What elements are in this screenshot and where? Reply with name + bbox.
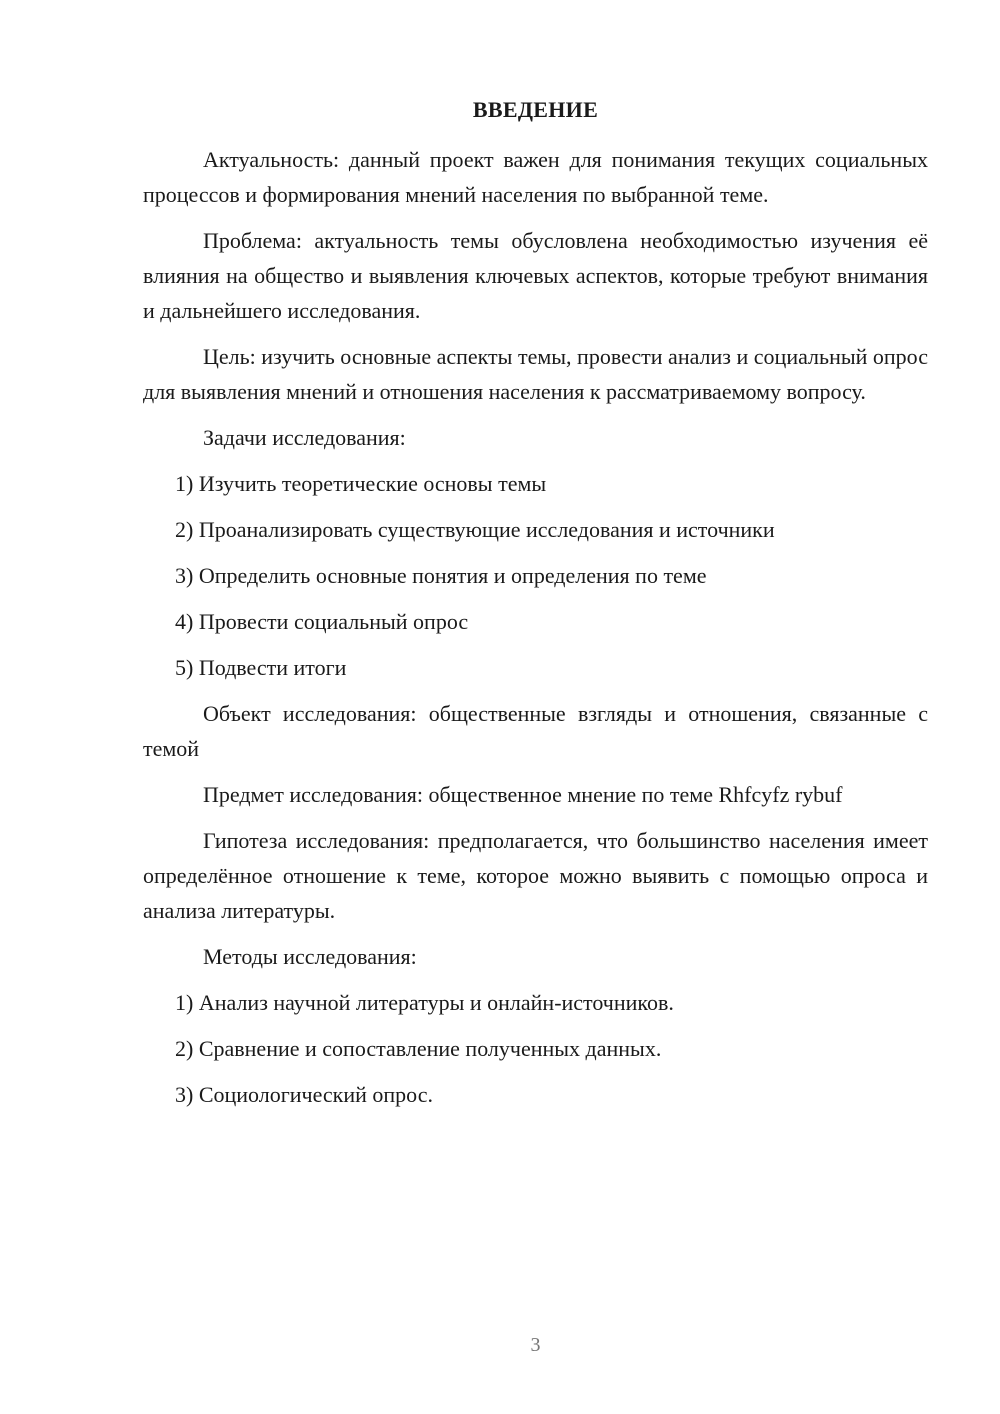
section-heading: ВВЕДЕНИЕ bbox=[472, 97, 599, 122]
document-body bbox=[143, 142, 928, 1123]
methods-title: Методы исследования: bbox=[203, 944, 417, 969]
page-number: 3 bbox=[530, 1334, 541, 1356]
method-item-1: 1) Анализ научной литературы и онлайн-источников. bbox=[175, 990, 674, 1015]
goal-paragraph: Цель: изучить основные аспекты темы, провести анализ и социальный опрос для выявления мнений и отношения населения к рассматриваемому вопросу. bbox=[143, 344, 928, 404]
task-item-2: 2) Проанализировать существующие исследования и источники bbox=[175, 517, 775, 542]
hypothesis-paragraph: Гипотеза исследования: предполагается, что большинство населения имеет определённое отношение к теме, которое можно выявить с помощью опроса и анализа литературы. bbox=[143, 828, 928, 923]
tasks-title: Задачи исследования: bbox=[203, 425, 406, 450]
task-item-1: 1) Изучить теоретические основы темы bbox=[175, 471, 547, 496]
document-page bbox=[143, 0, 928, 1414]
relevance-paragraph: Актуальность: данный проект важен для понимания текущих социальных процессов и формирования мнений населения по выбранной теме. bbox=[143, 147, 928, 207]
method-item-3: 3) Социологический опрос. bbox=[175, 1082, 433, 1107]
task-item-4: 4) Провести социальный опрос bbox=[175, 609, 469, 634]
method-item-2: 2) Сравнение и сопоставление полученных данных. bbox=[175, 1036, 662, 1061]
task-item-3: 3) Определить основные понятия и определения по теме bbox=[175, 563, 707, 588]
task-item-5: 5) Подвести итоги bbox=[175, 655, 347, 680]
object-paragraph: Объект исследования: общественные взгляды и отношения, связанные с темой bbox=[143, 701, 928, 761]
subject-paragraph: Предмет исследования: общественное мнение по теме Rhfcyfz rybuf bbox=[203, 782, 843, 807]
problem-paragraph: Проблема: актуальность темы обусловлена необходимостью изучения её влияния на общество и выявления ключевых аспектов, которые требуют внимания и дальнейшего исследования. bbox=[143, 228, 928, 323]
